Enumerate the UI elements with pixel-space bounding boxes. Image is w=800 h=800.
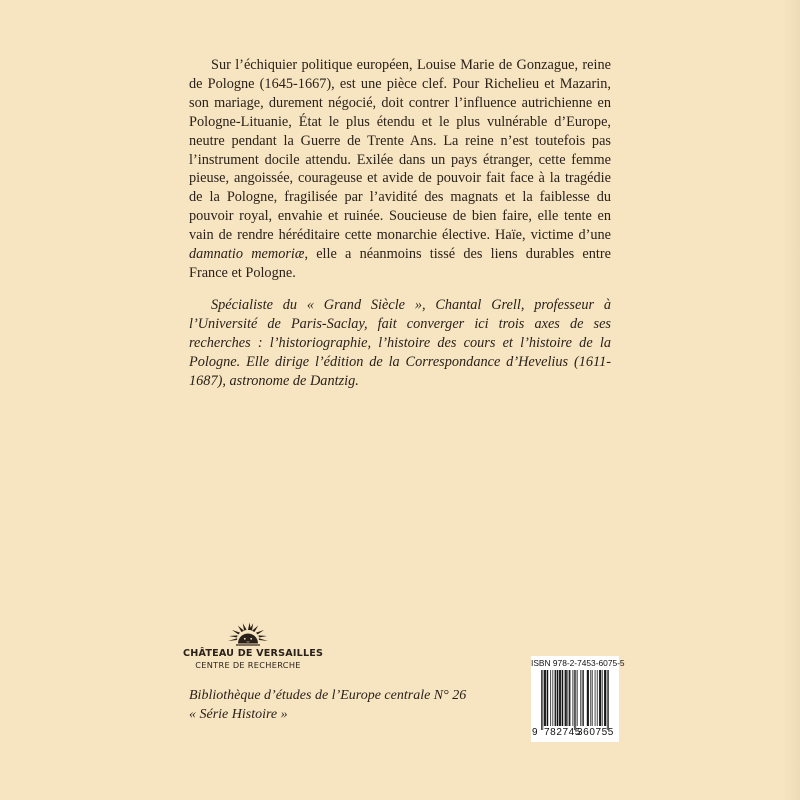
- barcode-guard-bar: [608, 670, 609, 730]
- barcode-bar: [570, 670, 571, 726]
- barcode-bar: [599, 670, 600, 726]
- series-title: Bibliothèque d’études de l’Europe centrale N° 26: [189, 688, 467, 703]
- barcode-bar: [588, 670, 589, 726]
- summary-paragraph: [189, 56, 611, 283]
- barcode-guard-bar: [575, 670, 576, 730]
- barcode-bar: [565, 670, 566, 726]
- author-bio-paragraph: Spécialiste du « Grand Siècle », Chantal Grell, professeur à l’Université de Paris-Saclay, fait converger ici trois axes de ses recherches : l’historiographie, l’histoire des cours et l’histoire de la Pologne. Elle dirige l’édition de la Correspondance d’Hevelius (1611-1687), astronome de Dantzig.: [189, 297, 611, 389]
- sun-emblem-icon: [227, 622, 269, 648]
- series-subtitle: « Série Histoire »: [189, 706, 288, 722]
- barcode-bar: [604, 670, 605, 726]
- barcode-bar: [560, 670, 561, 726]
- barcode-guard-bar: [541, 670, 542, 730]
- barcode-bar: [592, 670, 593, 726]
- barcode-bar: [562, 670, 563, 726]
- barcode-guard-bar: [574, 670, 575, 730]
- barcode-bar: [562, 670, 563, 726]
- barcode-bar: [552, 670, 553, 726]
- barcode-bar: [547, 670, 548, 726]
- barcode-bar: [600, 670, 601, 726]
- barcode-bar: [557, 670, 558, 726]
- barcode-bar: [557, 670, 558, 726]
- barcode-bars: [541, 670, 609, 730]
- barcode-bar: [567, 670, 568, 726]
- barcode-digits: [531, 727, 619, 741]
- barcode-bar: [545, 670, 546, 726]
- barcode-bar: [582, 670, 583, 726]
- publisher-name: CHÂTEAU DE VERSAILLES: [183, 648, 324, 659]
- barcode-digits-right: 360755: [577, 727, 614, 738]
- barcode-bar: [605, 670, 606, 726]
- barcode-bar: [597, 670, 598, 726]
- barcode-guard-bar: [542, 670, 543, 730]
- barcode-bar: [580, 670, 581, 726]
- series-info: [189, 687, 549, 724]
- barcode-bar: [547, 670, 548, 726]
- barcode-bar: [555, 670, 556, 726]
- summary-text: , elle a néanmoins tissé des liens durables entre France et Pologne.: [189, 246, 611, 281]
- barcode-bar: [583, 670, 584, 726]
- barcode-guard-bar: [607, 670, 608, 730]
- barcode-bar: [600, 670, 601, 726]
- barcode-bar: [550, 670, 551, 726]
- barcode-bar: [569, 670, 570, 726]
- barcode-digits-left: 782745: [544, 727, 581, 738]
- barcode-bar: [595, 670, 596, 726]
- barcode-bar: [590, 670, 591, 726]
- barcode-bar: [559, 670, 560, 726]
- barcode-bar: [566, 670, 567, 726]
- barcode: [531, 656, 625, 742]
- barcode-bar: [602, 670, 603, 726]
- barcode-bar: [560, 670, 561, 726]
- barcode-bar: [577, 670, 578, 726]
- barcode-bar: [545, 670, 546, 726]
- summary-emphasis: damnatio memoriæ: [189, 246, 305, 263]
- summary-text: Sur l’échiquier politique européen, Louise Marie de Gonzague, reine de Pologne (1645-1667), est une pièce clef. Pour Richelieu et Mazarin, son mariage, durement négocié, doit contrer l’influence autrichienne en Pologne-Lituanie, État le plus étendu et le plus vulnérable d’Europe, neutre pendant la Guerre de Trente Ans. La reine n’est toutefois pas l’instrument docile attendu. Exilée dans un pays étranger, cette femme pieuse, angoissée, courageuse et avide de pouvoir fait face à la tragédie de la Pologne, fragilisée par l’avidité des magnats et la faiblesse du pouvoir royal, envahie et ruinée. Soucieuse de bien faire, elle tente en vain de rendre héréditaire cette monarchie élective. Haïe, victime d’une: [189, 57, 611, 244]
- publisher-logo: [183, 622, 324, 672]
- barcode-bar: [587, 670, 588, 726]
- barcode-digit-first: 9: [532, 727, 538, 738]
- barcode-bar: [544, 670, 545, 726]
- publisher-subtitle: CENTRE DE RECHERCHE: [195, 660, 301, 670]
- barcode-bar: [565, 670, 566, 726]
- isbn-label: ISBN 978-2-7453-6075-5: [531, 658, 625, 668]
- barcode-bar: [605, 670, 606, 726]
- barcode-bar: [555, 670, 556, 726]
- barcode-bar: [588, 670, 589, 726]
- barcode-bar: [572, 670, 573, 726]
